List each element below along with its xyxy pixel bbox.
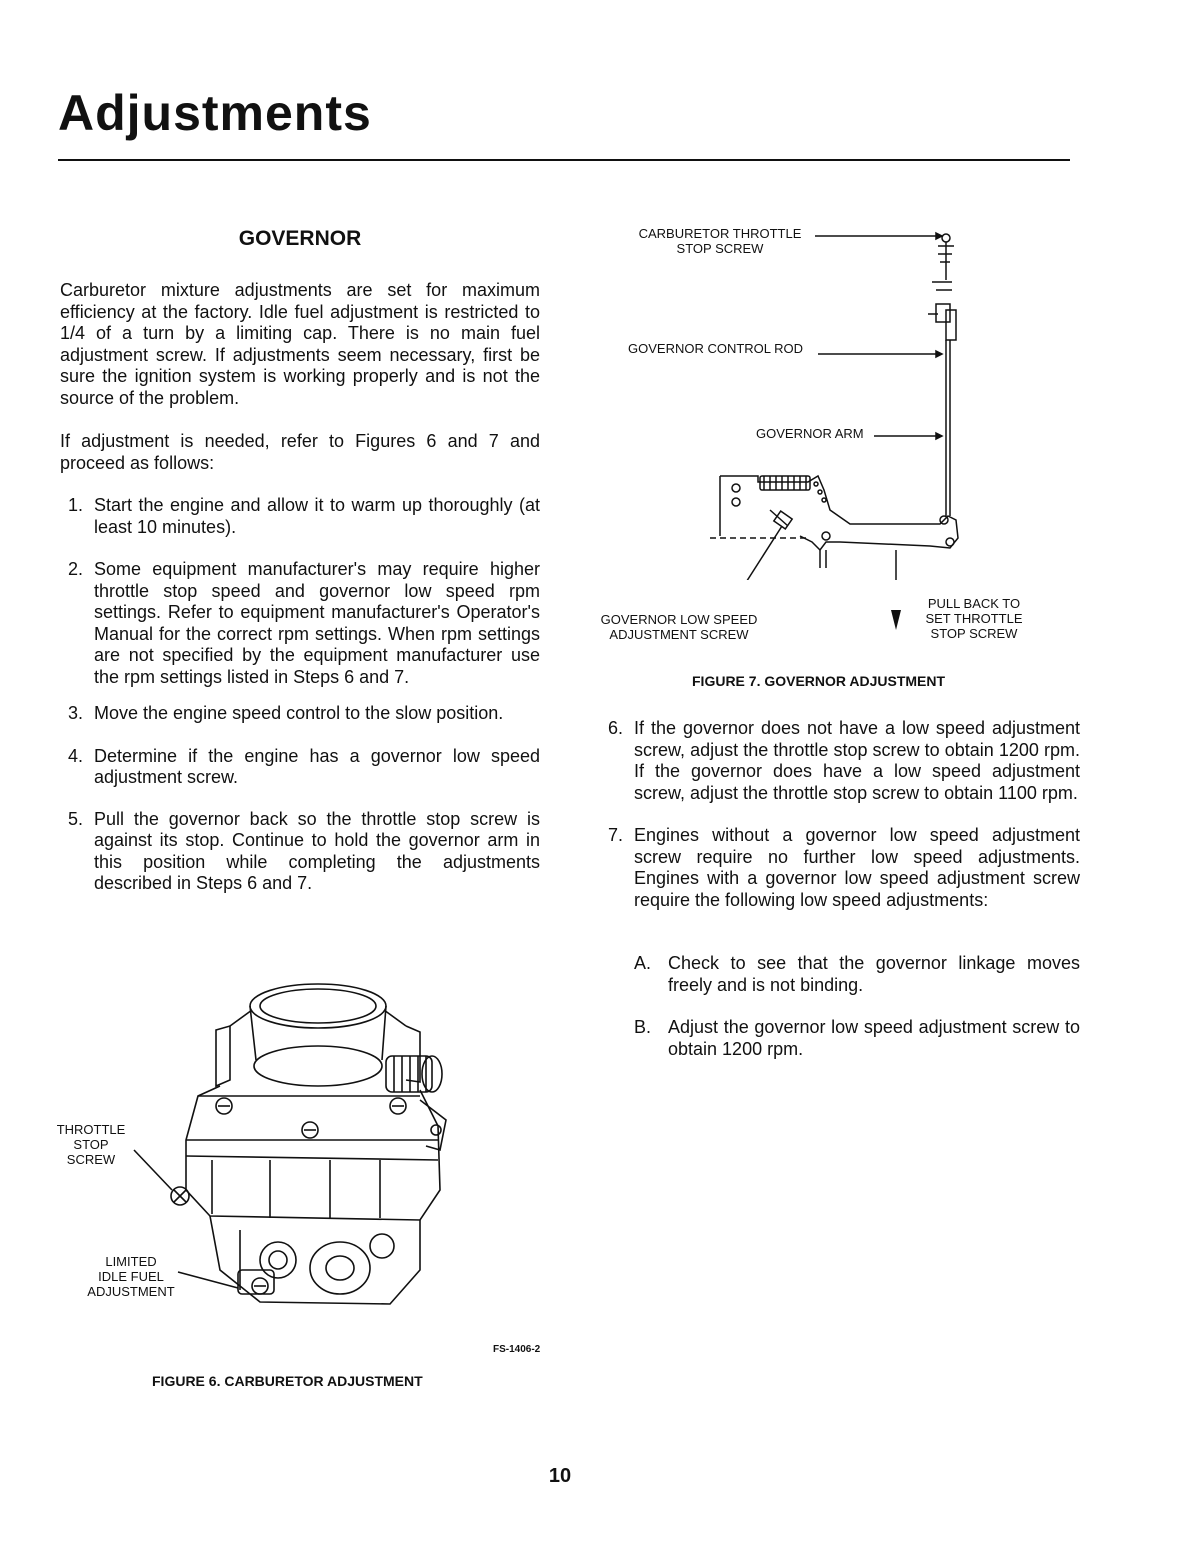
- substep-letter: B.: [634, 1017, 652, 1037]
- callout-line: ADJUSTMENT SCREW: [609, 627, 749, 642]
- carburetor-drawing: [120, 970, 460, 1315]
- title-divider: [58, 159, 1070, 161]
- substeps-list: [634, 953, 1080, 1060]
- callout-line: CARBURETOR THROTTLE: [638, 226, 802, 241]
- section-heading: GOVERNOR: [238, 227, 362, 250]
- callout-line: PULL BACK TO: [927, 596, 1021, 611]
- step-text: Pull the governor back so the throttle stop screw is against its stop. Continue to hold the governor arm in this position while completing the adjustments described in Steps 6 and 7.: [94, 808, 540, 893]
- substep-text: Check to see that the governor linkage moves freely and is not binding.: [668, 953, 1080, 995]
- page-number: 10: [548, 1465, 572, 1487]
- substep-letter: A.: [634, 953, 652, 973]
- step-text: Start the engine and allow it to warm up thoroughly (at least 10 minutes).: [94, 495, 540, 537]
- step-number: 6.: [608, 718, 624, 738]
- list-item: [634, 953, 1080, 996]
- callout-line: STOP: [73, 1137, 109, 1152]
- callout-line: SET THROTTLE: [925, 611, 1023, 626]
- list-item: [600, 718, 1080, 804]
- governor-linkage-diagram: [700, 220, 1000, 580]
- refer-paragraph: If adjustment is needed, refer to Figures 6 and 7 and proceed as follows:: [60, 431, 540, 473]
- step-text: Engines without a governor low speed adjustment screw require no further low speed adjustments. Engines with a governor low speed adjustment screw require the following low speed adjustments:: [634, 825, 1080, 910]
- step-number: 4.: [68, 745, 84, 766]
- list-item: [60, 703, 540, 725]
- callout-governor-low-speed: [594, 612, 764, 642]
- step-number: 7.: [608, 825, 624, 845]
- callout-line: LIMITED: [105, 1254, 157, 1269]
- callout-line: STOP SCREW: [930, 626, 1018, 641]
- list-item: [60, 746, 540, 789]
- callout-line: IDLE FUEL: [98, 1269, 164, 1284]
- callout-governor-arm: GOVERNOR ARM: [756, 426, 864, 441]
- list-item: [600, 825, 1080, 911]
- callout-throttle-stop: [56, 1122, 126, 1167]
- step-text: Some equipment manufacturer's may require higher throttle stop speed and governor low speed rpm settings. Refer to equipment manufacturer's Operator's Manual for the correct rpm settings. When rpm settings are not specified by the equipment manufacturer use the rpm settings listed in Steps 6 and 7.: [94, 559, 540, 687]
- figure7-caption: FIGURE 7. GOVERNOR ADJUSTMENT: [692, 673, 946, 689]
- callout-line: STOP SCREW: [676, 241, 764, 256]
- pull-arrow-icon: [888, 608, 904, 632]
- step-number: 1.: [68, 495, 84, 515]
- intro-paragraph: Carburetor mixture adjustments are set for maximum efficiency at the factory. Idle fuel adjustment is restricted to 1/4 of a turn by a limiting cap. There is no main fuel adjustment screw. If adjustments seem necessary, first be sure the ignition system is working properly and is not the source of the problem.: [60, 280, 540, 408]
- callout-governor-control-rod: GOVERNOR CONTROL ROD: [628, 341, 804, 356]
- substep-text: Adjust the governor low speed adjustment screw to obtain 1200 rpm.: [668, 1017, 1080, 1059]
- step-number: 2.: [68, 559, 84, 579]
- callout-line: SCREW: [66, 1152, 116, 1167]
- step-text: Move the engine speed control to the slow position.: [94, 703, 504, 723]
- callout-line: THROTTLE: [56, 1122, 126, 1137]
- page-title: Adjustments: [58, 85, 372, 141]
- list-item: [60, 809, 540, 895]
- step-number: 5.: [68, 808, 84, 829]
- steps-right-list: [600, 718, 1080, 911]
- figure6-caption: FIGURE 6. CARBURETOR ADJUSTMENT: [152, 1373, 423, 1389]
- steps-left-list: [60, 495, 540, 895]
- callout-line: GOVERNOR LOW SPEED: [600, 612, 758, 627]
- callout-line: ADJUSTMENT: [87, 1284, 175, 1299]
- callout-pull-back: [918, 596, 1030, 641]
- list-item: [60, 495, 540, 538]
- list-item: [634, 1017, 1080, 1060]
- step-text: Determine if the engine has a governor low speed adjustment screw.: [94, 745, 540, 787]
- step-number: 3.: [68, 703, 84, 723]
- step-text: If the governor does not have a low speed adjustment screw, adjust the throttle stop screw to obtain 1200 rpm. If the governor does have a low speed adjustment screw, adjust the throttle stop screw to obtain 1100 rpm.: [634, 718, 1080, 803]
- list-item: [60, 559, 540, 688]
- figure6-code: FS-1406-2: [493, 1344, 541, 1355]
